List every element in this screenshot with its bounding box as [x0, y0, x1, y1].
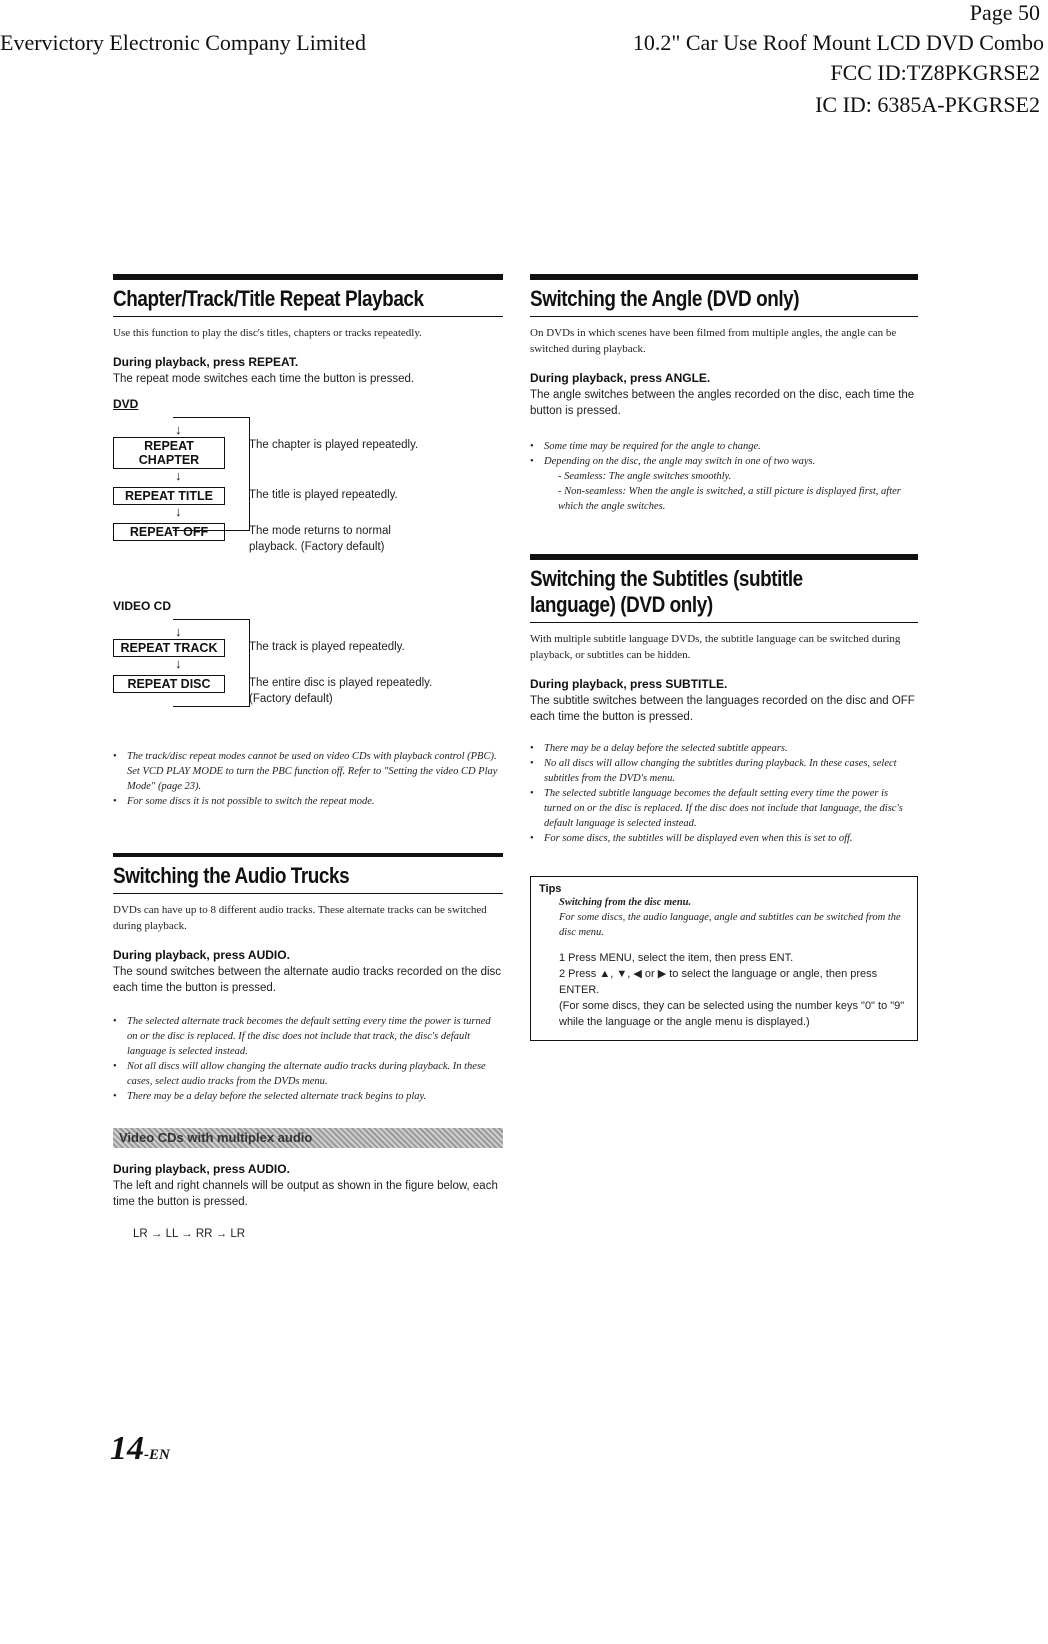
angle-heading: Switching the Angle (DVD only)	[530, 286, 800, 311]
subtitle-section-title	[530, 548, 918, 623]
list-item: • There may be a delay before the selected alternate track begins to play.	[113, 1089, 503, 1104]
audio-press-2: During playback, press AUDIO.	[113, 1162, 290, 1176]
list-item: • No all discs will allow changing the subtitles during playback. In these cases, select subtitles from the DVD's menu.	[530, 756, 918, 786]
subtitle-heading-2: language) (DVD only)	[530, 592, 713, 617]
audio-desc: The sound switches between the alternate audio tracks recorded on the disc each time the button is pressed.	[113, 966, 502, 994]
subtitle-desc: The subtitle switches between the languages recorded on the disc and OFF each time the button is pressed.	[530, 695, 915, 723]
repeat-section-title	[113, 268, 503, 317]
product-name: 10.2" Car Use Roof Mount LCD DVD Combo	[632, 30, 1044, 55]
angle-desc: The angle switches between the angles recorded on the disc, each time the button is pressed.	[530, 389, 915, 417]
left-column	[113, 268, 503, 1240]
angle-note-2: Depending on the disc, the angle may switch in one of two ways.	[544, 456, 816, 467]
tips-intro: For some discs, the audio language, angle and subtitles can be switched from the disc menu.	[559, 912, 901, 938]
mode-box: REPEAT DISC	[113, 675, 225, 693]
angle-intro: On DVDs in which scenes have been filmed from multiple angles, the angle can be switched during playback.	[530, 327, 897, 355]
seamless-note: - Seamless: The angle switches smoothly.	[558, 471, 732, 482]
subtitle-press: During playback, press SUBTITLE.	[530, 677, 728, 691]
dvd-mode-diagram: ↓ REPEAT CHAPTER The chapter is played repeatedly. ↓ REPEAT TITLE The title is played repeatedly. ↓ REPEAT OFF The mode returns to normal playback. (Factory default)	[113, 423, 503, 555]
repeat-heading: Chapter/Track/Title Repeat Playback	[113, 286, 424, 311]
channel-sequence: LR → LL → RR → LR	[133, 1228, 246, 1240]
page-num: 14	[110, 1430, 144, 1467]
audio-intro: DVDs can have up to 8 different audio tracks. These alternate tracks can be switched during playback.	[113, 904, 487, 932]
tips-step-1: 1 Press MENU, select the item, then press ENT.	[559, 952, 794, 964]
list-item: • For some discs it is not possible to switch the repeat mode.	[113, 794, 503, 809]
subtitle-intro: With multiple subtitle language DVDs, the subtitle language can be switched during playback, or subtitles can be hidden.	[530, 633, 901, 661]
subtitle-heading-1: Switching the Subtitles (subtitle	[530, 566, 803, 591]
fcc-id: FCC ID:TZ8PKGRSE2	[830, 60, 1040, 85]
subtitle-notes	[530, 741, 918, 846]
audio-heading: Switching the Audio Trucks	[113, 863, 350, 888]
repeat-press: During playback, press REPEAT.	[113, 355, 299, 369]
audio-desc-2: The left and right channels will be output as shown in the figure below, each time the button is pressed.	[113, 1180, 498, 1208]
audio-press: During playback, press AUDIO.	[113, 948, 290, 962]
list-item: • Not all discs will allow changing the alternate audio tracks during playback. In these cases, select audio tracks from the DVDs menu.	[113, 1059, 503, 1089]
vcd-label: VIDEO CD	[113, 599, 172, 613]
audio-section-title	[113, 847, 503, 894]
angle-section-title	[530, 268, 918, 317]
angle-notes	[530, 439, 918, 514]
repeat-desc: The repeat mode switches each time the button is pressed.	[113, 373, 415, 385]
list-item	[530, 454, 918, 514]
repeat-intro: Use this function to play the disc's titles, chapters or tracks repeatedly.	[113, 327, 422, 339]
tips-box	[530, 876, 918, 1041]
mode-box: REPEAT TRACK	[113, 639, 225, 657]
page-number: Page 50	[969, 0, 1040, 25]
company-name: Evervictory Electronic Company Limited	[0, 30, 366, 55]
vcd-mode-diagram: ↓ REPEAT TRACK The track is played repeatedly. ↓ REPEAT DISC The entire disc is played repeatedly. (Factory default)	[113, 625, 503, 707]
tips-step-2: 2 Press ▲, ▼, ◀ or ▶ to select the language or angle, then press ENTER.	[559, 968, 878, 996]
mode-box: REPEAT CHAPTER	[113, 437, 225, 469]
mode-box: REPEAT TITLE	[113, 487, 225, 505]
mode-box: REPEAT OFF	[113, 523, 225, 541]
right-column	[530, 268, 918, 1041]
list-item: • There may be a delay before the selected subtitle appears.	[530, 741, 918, 756]
mode-desc: The chapter is played repeatedly.	[249, 439, 419, 451]
list-item: • For some discs, the subtitles will be displayed even when this is set to off.	[530, 831, 918, 846]
list-item: • Some time may be required for the angle to change.	[530, 439, 918, 454]
tips-heading: Switching from the disc menu.	[559, 897, 692, 908]
mode-desc: The mode returns to normal playback. (Factory default)	[249, 525, 391, 553]
tips-step-3: (For some discs, they can be selected using the number keys "0" to "9" while the language or the angle menu is displayed.)	[559, 1000, 905, 1028]
list-item: • The track/disc repeat modes cannot be used on video CDs with playback control (PBC). Set VCD PLAY MODE to turn the PBC function off. Refer to "Setting the video CD Play Mode" (page 23).	[113, 749, 503, 794]
ic-id: IC ID: 6385A-PKGRSE2	[815, 92, 1040, 117]
repeat-notes	[113, 749, 503, 809]
list-item: • The selected alternate track becomes the default setting every time the power is turned on or the disc is replaced. If the disc does not include that track, the disc's default language is selected instead.	[113, 1014, 503, 1059]
multiplex-band: Video CDs with multiplex audio	[113, 1128, 503, 1148]
list-item: • The selected subtitle language becomes the default setting every time the power is turned on or the disc is replaced. If the disc does not include that language, the disc's default language is selected instead.	[530, 786, 918, 831]
tips-title: Tips	[539, 883, 562, 895]
manual-page-number	[110, 1430, 170, 1468]
dvd-label: DVD	[113, 397, 139, 411]
audio-notes	[113, 1014, 503, 1104]
mode-desc: The title is played repeatedly.	[249, 489, 398, 501]
page-suffix: -EN	[144, 1447, 170, 1463]
non-seamless-note: - Non-seamless: When the angle is switched, a still picture is displayed first, after which the angle switches.	[558, 486, 901, 512]
mode-desc: The track is played repeatedly.	[249, 641, 405, 653]
mode-desc: The entire disc is played repeatedly. (Factory default)	[249, 677, 433, 705]
angle-press: During playback, press ANGLE.	[530, 371, 711, 385]
